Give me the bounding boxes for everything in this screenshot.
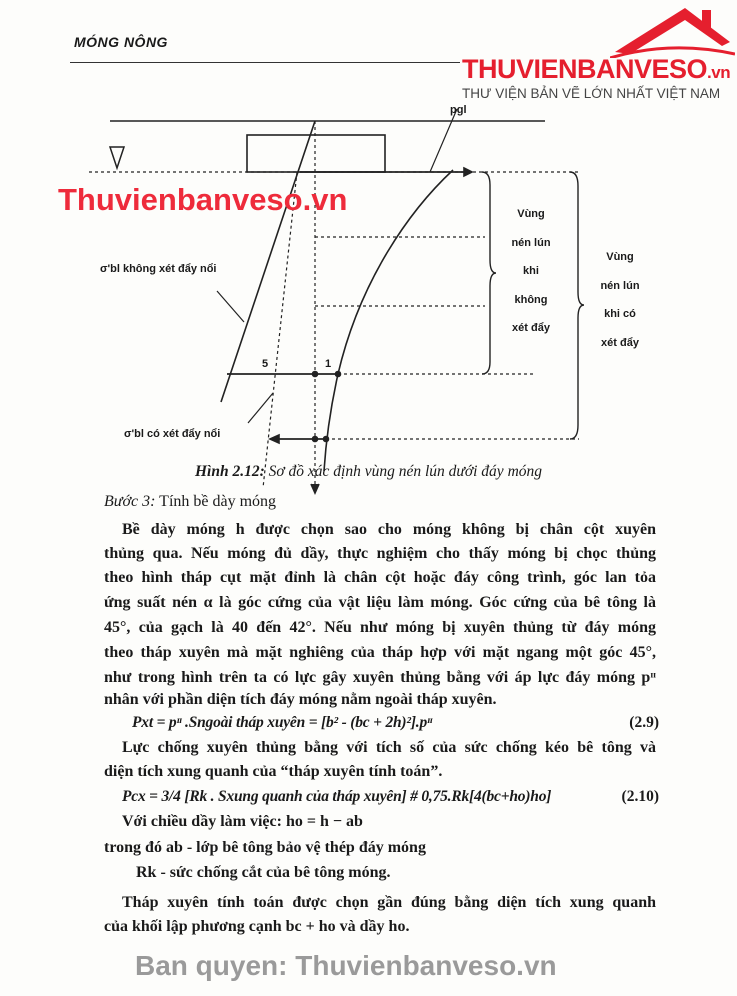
step-heading: Bước 3: Tính bề dày móng <box>104 493 277 510</box>
paragraph-line: theo tháp xuyên mà mặt nghiêng của tháp hợp với mặt ngang một góc 45°, <box>104 644 656 661</box>
watermark-bottom: Ban quyen: Thuvienbanveso.vn <box>135 950 557 981</box>
paragraph-line: diện tích xung quanh của “tháp xuyên tính toán”. <box>104 763 443 780</box>
footing <box>247 135 385 172</box>
mark-1: 1 <box>325 358 332 370</box>
label-with-buoyancy: σ'bl có xét đẩy nổi <box>124 428 221 440</box>
equation-2-9: Pxt = pᶦᶦ .Sngoài tháp xuyên = [b² - (bc + 2h)²].pᶦᶦ <box>132 714 432 731</box>
paragraph-line: Bề dày móng h được chọn sao cho móng không bị chân cột xuyên <box>122 521 656 538</box>
arrow-left-icon <box>270 435 279 443</box>
equation-number: (2.9) <box>629 714 659 731</box>
equation-2-10: Pcx = 3/4 [Rk . Sxung quanh của tháp xuyên] # 0,75.Rk[4(bc+ho)ho] <box>122 788 552 805</box>
paragraph-line: trong đó ab - lớp bê tông bảo vệ thép đáy móng <box>104 839 426 856</box>
brace-outer <box>570 172 584 439</box>
zone-inner-label: Vùng nén lún khi không xét đẩy <box>511 208 551 334</box>
logo-slogan: THƯ VIỆN BẢN VẼ LỚN NHẤT VIỆT NAM <box>462 86 721 101</box>
water-level-icon <box>110 147 124 168</box>
paragraph-line: như trong hình trên ta có lực gây xuyên thủng bằng với áp lực đáy móng pᶦᶦ <box>104 669 656 686</box>
paragraph-line: Rk - sức chống cắt của bê tông móng. <box>136 864 391 881</box>
figure-caption: Hình 2.12: Sơ đồ xác định vùng nén lún dưới đáy móng <box>194 463 543 480</box>
paragraph-line: 45°, của gạch là 40 đến 42°. Nếu như móng bị xuyên thủng từ đáy móng <box>104 619 656 636</box>
paragraph-line: Lực chống xuyên thủng bằng với tích số của sức chống kéo bê tông và <box>122 739 656 756</box>
label-no-buoyancy: σ'bl không xét đẩy nổi <box>100 263 217 275</box>
paragraph-line: thủng qua. Nếu móng đủ dầy, thực nghiệm cho thấy móng bị chọc thủng <box>104 545 656 562</box>
arrow-right-icon <box>464 168 472 176</box>
brace-inner <box>482 172 496 374</box>
paragraph-line: Tháp xuyên tính toán được chọn gần đúng bằng diện tích xung quanh <box>122 894 656 911</box>
pgl-leader <box>430 109 457 172</box>
paragraph-line: theo hình tháp cụt mặt đỉnh là chân cột hoặc đáy công trình, góc lan tỏa <box>104 569 656 586</box>
label-pgl: pgl <box>450 104 467 116</box>
paragraph-line: Với chiều dầy làm việc: ho = h − ab <box>122 813 363 830</box>
mark-5: 5 <box>262 358 269 370</box>
paragraph-line: nhân với phần diện tích đáy móng nằm ngoài tháp xuyên. <box>104 691 497 708</box>
paragraph-line: ứng suất nén α là góc cứng của vật liệu làm móng. Góc cứng của bê tông là <box>104 594 656 611</box>
zone-outer-label: Vùng nén lún khi có xét đẩy <box>600 251 640 349</box>
watermark-top: Thuvienbanveso.vn <box>58 182 348 217</box>
stress-line-buoyancy <box>263 172 297 488</box>
running-header: MÓNG NÔNG <box>74 34 168 50</box>
equation-number: (2.10) <box>621 788 659 805</box>
logo-brand: THUVIENBANVESO.vn <box>462 54 731 84</box>
paragraph-line: của khối lập phương cạnh bc + ho và dầy ho. <box>104 918 410 935</box>
